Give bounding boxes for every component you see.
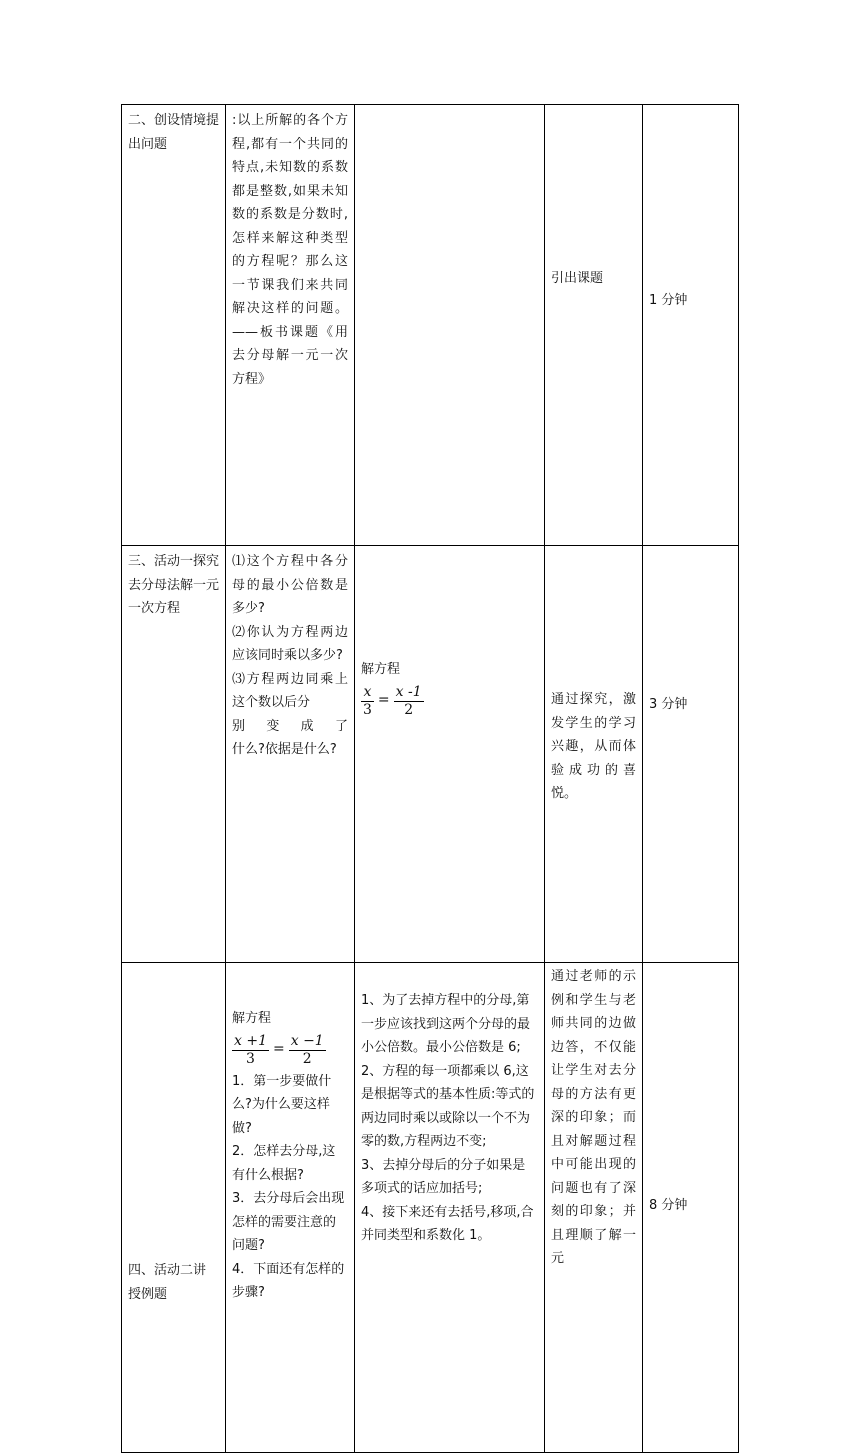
fraction-right: [394, 684, 424, 719]
fraction-left: [361, 684, 374, 719]
teacher-question: 别 变 成 了: [232, 718, 348, 734]
time-cell: [643, 546, 739, 963]
time-text: 8 分钟: [649, 1197, 688, 1213]
stage-text: 四、活动二讲授例题: [128, 1263, 207, 1302]
student-step: 1、为了去掉方程中的分母,第一步应该找到这两个分母的最小公倍数。最小公倍数是 6;: [361, 993, 531, 1055]
table-row: [122, 105, 739, 546]
teacher-label: 解方程: [232, 1011, 272, 1026]
fraction-right: [289, 1033, 326, 1068]
numerator: x -1: [395, 683, 422, 700]
teacher-question: ⑵你认为方程两边应该同时乘以多少?: [232, 624, 348, 663]
teacher-activity-cell: [226, 546, 355, 963]
teacher-question: 2．怎样去分母,这有什么根据?: [232, 1144, 336, 1183]
student-step: 4、接下来还有去括号,移项,合并同类型和系数化 1。: [361, 1204, 534, 1243]
student-step: 3、去掉分母后的分子如果是多项式的话应加括号;: [361, 1157, 526, 1196]
equals-sign: =: [377, 692, 390, 709]
student-step: 2、方程的每一项都乘以 6,这是根据等式的基本性质:等式的两边同时乘以或除以一个不为零的数,方程两边不变;: [361, 1063, 535, 1149]
purpose-text: 引出课题: [551, 271, 604, 287]
student-activity-cell: [355, 546, 545, 963]
fraction-left: [232, 1033, 269, 1068]
student-activity-cell: [355, 963, 545, 1453]
stage-cell: [122, 546, 226, 963]
stage-cell: [122, 105, 226, 546]
teacher-question: 3．去分母后会出现怎样的需要注意的问题?: [232, 1191, 345, 1253]
stage-cell: [122, 963, 226, 1453]
teacher-activity-cell: [226, 105, 355, 546]
purpose-cell: [545, 546, 643, 963]
purpose-cell: [545, 105, 643, 546]
numerator: x +1: [234, 1032, 267, 1049]
teacher-question: ⑴这个方程中各分母的最小公倍数是多少?: [232, 554, 348, 616]
purpose-cell: [545, 963, 643, 1453]
denominator: 3: [363, 701, 372, 718]
numerator: x −1: [290, 1032, 324, 1049]
equation: [232, 1033, 348, 1068]
time-text: 3 分钟: [649, 697, 688, 713]
time-cell: [643, 963, 739, 1453]
table-row: [122, 963, 739, 1453]
teacher-question: ⑶方程两边同乘上这个数以后分: [232, 671, 348, 710]
stage-text: 三、活动一探究去分母法解一元一次方程: [128, 554, 220, 616]
equals-sign: =: [272, 1041, 285, 1058]
table-row: [122, 546, 739, 963]
equation: [361, 684, 538, 719]
denominator: 2: [404, 701, 414, 718]
stage-text: 二、创设情境提出问题: [128, 113, 220, 152]
lesson-plan-table: [121, 104, 739, 1453]
teacher-question: 4．下面还有怎样的步骤?: [232, 1261, 345, 1300]
student-activity-cell: [355, 105, 545, 546]
time-cell: [643, 105, 739, 546]
purpose-text: 通过老师的示例和学生与老师共同的边做边答，不仅能让学生对去分母的方法有更深的印象；而且对解题过程中可能出现的问题也有了深刻的印象；并且理顺了解一元: [551, 969, 636, 1266]
time-text: 1 分钟: [649, 293, 688, 309]
teacher-activity-text: :以上所解的各个方程,都有一个共同的特点,未知数的系数都是整数,如果未知数的系数是分数时,怎样来解这种类型的方程呢？那么这一节课我们来共同解决这样的问题。——板书课题《用去分母解一元一次方程》: [232, 113, 348, 387]
denominator: 2: [302, 1050, 312, 1067]
denominator: 3: [246, 1050, 255, 1067]
teacher-question: 1．第一步要做什么?为什么要这样做?: [232, 1073, 332, 1136]
numerator: x: [361, 684, 374, 702]
purpose-text: 通过探究，激发学生的学习兴趣，从而体验成功的喜悦。: [551, 692, 636, 802]
teacher-activity-cell: [226, 963, 355, 1453]
teacher-question: 什么?依据是什么?: [232, 742, 337, 757]
student-label: 解方程: [361, 662, 401, 677]
